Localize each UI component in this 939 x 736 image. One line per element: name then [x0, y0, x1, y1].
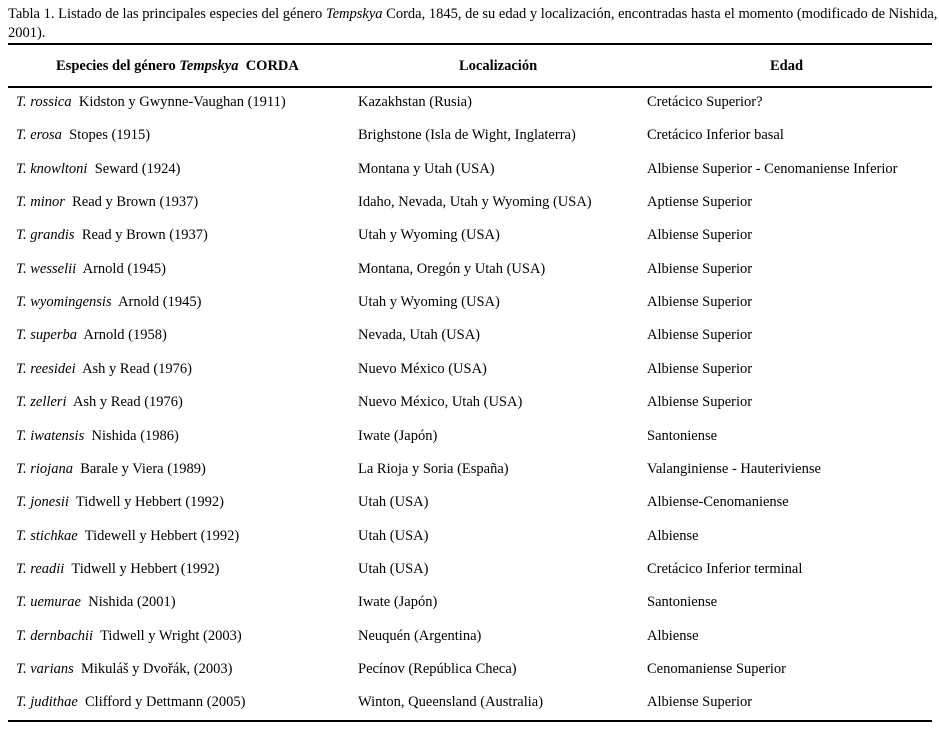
species-author: Tidwell y Hebbert (1992)	[71, 560, 220, 577]
location-cell: Idaho, Nevada, Utah y Wyoming (USA)	[358, 194, 592, 211]
age-cell: Santoniense	[647, 427, 718, 444]
location-cell: Iwate (Japón)	[358, 594, 438, 611]
location-cell: La Rioja y Soria (España)	[358, 460, 509, 477]
caption-text-end: Corda, 1845, de su edad y localización, encontradas hasta el momento (modificado de Nishida, 2001).	[8, 6, 938, 41]
caption-genus: Tempskya	[325, 6, 383, 22]
species-name: T. jonesii	[16, 494, 69, 511]
species-name: T. zelleri	[16, 394, 67, 411]
table-row	[0, 127, 939, 147]
species-cell	[16, 694, 245, 711]
location-cell: Nuevo México (USA)	[358, 360, 487, 377]
species-name: T. wyomingensis	[16, 294, 112, 311]
age-cell: Albiense Superior	[647, 360, 753, 377]
species-cell	[16, 461, 206, 478]
species-cell	[16, 394, 183, 411]
location-cell: Neuquén (Argentina)	[358, 627, 482, 644]
table-row	[0, 461, 939, 481]
age-cell: Albiense Superior	[647, 694, 753, 711]
species-name: T. rossica	[16, 94, 72, 110]
location-cell: Utah (USA)	[358, 527, 429, 544]
location-cell: Utah y Wyoming (USA)	[358, 227, 500, 244]
species-cell	[16, 161, 180, 178]
location-cell: Utah y Wyoming (USA)	[358, 294, 500, 311]
table-row	[0, 94, 939, 114]
location-cell: Utah (USA)	[358, 494, 429, 511]
age-cell: Albiense	[647, 527, 699, 544]
table-row	[0, 361, 939, 381]
species-author: Barale y Viera (1989)	[80, 460, 206, 477]
age-cell: Cretácico Superior?	[647, 94, 763, 110]
table-row	[0, 161, 939, 181]
species-name: T. grandis	[16, 227, 75, 244]
table-row	[0, 661, 939, 681]
species-author: Arnold (1958)	[83, 327, 167, 344]
header-rule	[8, 86, 932, 88]
age-cell: Albiense Superior - Cenomaniense Inferior	[647, 160, 898, 177]
species-author: Kidston y Gwynne-Vaughan (1911)	[78, 94, 286, 110]
species-author: Nishida (1986)	[91, 427, 179, 444]
location-cell: Iwate (Japón)	[358, 427, 438, 444]
age-cell: Cretácico Inferior basal	[647, 127, 784, 144]
table-row	[0, 294, 939, 314]
species-cell	[16, 327, 167, 344]
species-name: T. riojana	[16, 460, 73, 477]
species-name: T. minor	[16, 194, 65, 211]
age-cell: Cenomaniense Superior	[647, 660, 786, 677]
table-row	[0, 194, 939, 214]
table-row	[0, 561, 939, 581]
age-cell: Albiense Superior	[647, 294, 753, 311]
table-row	[0, 594, 939, 614]
location-cell: Brighstone (Isla de Wight, Inglaterra)	[358, 127, 576, 144]
species-cell	[16, 428, 179, 445]
species-author: Read y Brown (1937)	[81, 227, 208, 244]
species-name: T. dernbachii	[16, 627, 94, 644]
species-name: T. reesidei	[16, 360, 76, 377]
table-row	[0, 494, 939, 514]
location-cell: Winton, Queensland (Australia)	[358, 694, 544, 711]
location-cell: Nevada, Utah (USA)	[358, 327, 481, 344]
species-cell	[16, 494, 224, 511]
species-author: Arnold (1945)	[82, 260, 166, 277]
age-cell: Albiense Superior	[647, 327, 753, 344]
species-cell	[16, 227, 208, 244]
species-author: Stopes (1915)	[69, 127, 151, 144]
species-cell	[16, 94, 286, 111]
table-row	[0, 394, 939, 414]
species-cell	[16, 661, 232, 678]
species-author: Mikuláš y Dvořák, (2003)	[81, 660, 233, 677]
species-name: T. superba	[16, 327, 77, 344]
age-cell: Aptiense Superior	[647, 194, 753, 211]
species-cell	[16, 361, 192, 378]
location-cell: Utah (USA)	[358, 560, 429, 577]
species-author: Read y Brown (1937)	[72, 194, 199, 211]
table-row	[0, 694, 939, 714]
table-caption	[8, 5, 939, 43]
species-name: T. readii	[16, 560, 65, 577]
species-author: Clifford y Dettmann (2005)	[85, 694, 246, 711]
location-cell: Kazakhstan (Rusia)	[358, 94, 472, 110]
header-species-genus: Tempskya	[179, 58, 239, 74]
age-cell: Valanginiense - Hauteriviense	[647, 460, 821, 477]
species-cell	[16, 261, 166, 278]
header-species	[56, 58, 299, 75]
location-cell: Nuevo México, Utah (USA)	[358, 394, 523, 411]
species-name: T. erosa	[16, 127, 62, 144]
species-author: Arnold (1945)	[118, 294, 202, 311]
table-row	[0, 628, 939, 648]
species-name: T. stichkae	[16, 527, 78, 544]
header-species-text: Especies del género	[56, 58, 180, 74]
species-author: Tidwell y Hebbert (1992)	[75, 494, 224, 511]
species-author: Tidwell y Wright (2003)	[100, 627, 242, 644]
bottom-rule	[8, 720, 932, 722]
header-location: Localización	[459, 58, 538, 74]
species-author: Ash y Read (1976)	[82, 360, 193, 377]
species-cell	[16, 594, 176, 611]
species-author: Tidewell y Hebbert (1992)	[84, 527, 240, 544]
age-cell: Albiense	[647, 627, 699, 644]
species-name: T. iwatensis	[16, 427, 85, 444]
species-cell	[16, 127, 150, 144]
species-cell	[16, 628, 242, 645]
species-name: T. judithae	[16, 694, 78, 711]
age-cell: Santoniense	[647, 594, 718, 611]
top-rule	[8, 43, 932, 45]
table-row	[0, 261, 939, 281]
age-cell: Albiense Superior	[647, 260, 753, 277]
age-cell: Albiense-Cenomaniense	[647, 494, 789, 511]
caption-text: Tabla 1. Listado de las principales especies del género	[8, 6, 326, 22]
table-row	[0, 227, 939, 247]
species-name: T. varians	[16, 660, 74, 677]
location-cell: Pecínov (República Checa)	[358, 660, 517, 677]
species-author: Nishida (2001)	[88, 594, 176, 611]
species-name: T. uemurae	[16, 594, 81, 611]
species-author: Seward (1924)	[94, 160, 181, 177]
species-author: Ash y Read (1976)	[72, 394, 183, 411]
age-cell: Albiense Superior	[647, 394, 753, 411]
location-cell: Montana, Oregón y Utah (USA)	[358, 260, 546, 277]
species-cell	[16, 194, 198, 211]
location-cell: Montana y Utah (USA)	[358, 160, 495, 177]
species-cell	[16, 561, 219, 578]
species-name: T. knowltoni	[16, 160, 88, 177]
header-species-suffix: CORDA	[238, 58, 299, 74]
table-row	[0, 327, 939, 347]
species-cell	[16, 528, 239, 545]
table-row	[0, 428, 939, 448]
age-cell: Cretácico Inferior terminal	[647, 560, 803, 577]
table-row	[0, 528, 939, 548]
header-age: Edad	[770, 58, 804, 74]
species-name: T. wesselii	[16, 260, 77, 277]
species-cell	[16, 294, 201, 311]
age-cell: Albiense Superior	[647, 227, 753, 244]
